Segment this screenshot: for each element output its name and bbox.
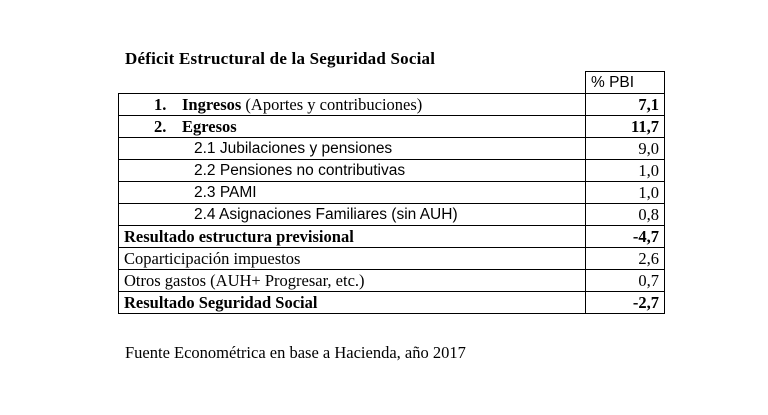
row-label-bold: Ingresos bbox=[182, 94, 242, 114]
table-row bbox=[119, 160, 665, 182]
table-row bbox=[119, 182, 665, 204]
row-label: Resultado Seguridad Social bbox=[119, 292, 586, 314]
row-label: Coparticipación impuestos bbox=[119, 248, 586, 270]
table-row bbox=[119, 292, 665, 314]
column-header-pbi: % PBI bbox=[586, 72, 665, 94]
table-row bbox=[119, 204, 665, 226]
row-value: 9,0 bbox=[586, 138, 665, 160]
row-value: 0,8 bbox=[586, 204, 665, 226]
table-row bbox=[119, 94, 665, 116]
header-empty-cell bbox=[119, 72, 586, 94]
row-value: -2,7 bbox=[586, 292, 665, 314]
row-value: 11,7 bbox=[586, 116, 665, 138]
table-row bbox=[119, 270, 665, 292]
row-value: 7,1 bbox=[586, 94, 665, 116]
row-label: Otros gastos (AUH+ Progresar, etc.) bbox=[119, 270, 586, 292]
row-label: 2.1 Jubilaciones y pensiones bbox=[119, 138, 586, 160]
row-label: 2.2 Pensiones no contributivas bbox=[119, 160, 586, 182]
row-number: 2. bbox=[154, 116, 167, 136]
row-number: 1. bbox=[154, 94, 167, 114]
row-value: 0,7 bbox=[586, 270, 665, 292]
table-row bbox=[119, 248, 665, 270]
row-label bbox=[119, 94, 586, 116]
row-value: 2,6 bbox=[586, 248, 665, 270]
row-label bbox=[119, 116, 586, 138]
table-title: Déficit Estructural de la Seguridad Social bbox=[125, 49, 436, 68]
row-label-bold: Egresos bbox=[182, 116, 237, 136]
row-value: -4,7 bbox=[586, 226, 665, 248]
header-row bbox=[119, 72, 665, 94]
row-label: 2.4 Asignaciones Familiares (sin AUH) bbox=[119, 204, 586, 226]
table-row bbox=[119, 226, 665, 248]
table-row bbox=[119, 116, 665, 138]
row-label: 2.3 PAMI bbox=[119, 182, 586, 204]
row-value: 1,0 bbox=[586, 182, 665, 204]
table-row bbox=[119, 138, 665, 160]
row-value: 1,0 bbox=[586, 160, 665, 182]
row-label-rest: (Aportes y contribuciones) bbox=[241, 94, 423, 114]
deficit-table bbox=[118, 71, 665, 314]
source-note: Fuente Econométrica en base a Hacienda, año 2017 bbox=[125, 343, 466, 362]
row-label: Resultado estructura previsional bbox=[119, 226, 586, 248]
